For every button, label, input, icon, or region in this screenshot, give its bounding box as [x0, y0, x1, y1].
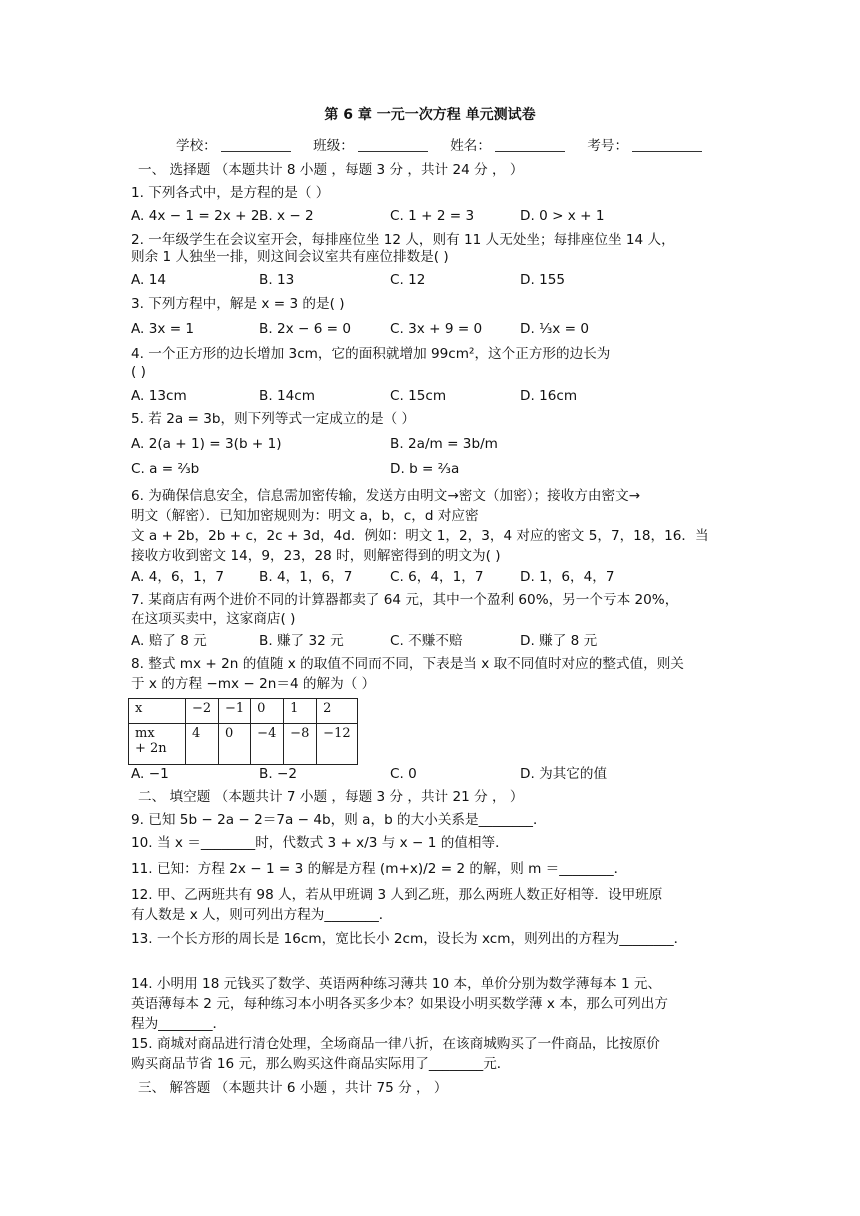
page-title: 第 6 章 一元一次方程 单元测试卷 [324, 107, 536, 123]
table-cell: −4 [251, 724, 284, 765]
table-cell: 0 [219, 724, 251, 765]
q4-option-d: D. 16cm [520, 388, 578, 404]
question-4-stem-line2: ( ) [131, 364, 146, 380]
q2-option-b: B. 13 [259, 272, 295, 288]
question-6-stem-line2: 明文（解密）．已知加密规则为：明文 a，b，c，d 对应密 [131, 508, 479, 524]
question-11: 11. 已知：方程 2x − 1 = 3 的解是方程 (m+x)/2 = 2 的解，则 m ＝________． [131, 861, 628, 877]
q7-option-b: B. 赚了 32 元 [259, 633, 344, 649]
q3-option-d: D. ⅓x = 0 [520, 321, 590, 337]
q3-option-c: C. 3x + 9 = 0 [390, 321, 483, 337]
table-cell: 4 [186, 724, 219, 765]
section-heading-fill: 二、 填空题 （本题共计 7 小题 ，每题 3 分 ，共计 21 分 ， ） [138, 789, 524, 805]
q8-option-a: A. −1 [131, 766, 169, 782]
school-blank[interactable] [221, 137, 291, 152]
table-cell: x [129, 699, 186, 724]
q8-option-c: C. 0 [390, 766, 417, 782]
school-label: 学校： [176, 138, 217, 154]
table-row [129, 724, 358, 765]
question-8-stem-line2: 于 x 的方程 −mx − 2n＝4 的解为（ ） [131, 676, 376, 692]
name-blank[interactable] [495, 137, 565, 152]
exam-no-blank[interactable] [632, 137, 702, 152]
question-8-stem-line1: 8. 整式 mx + 2n 的值随 x 的取值不同而不同，下表是当 x 取不同值时对应的整式值，则关 [131, 656, 684, 672]
table-row [129, 699, 358, 724]
student-info-line [176, 134, 720, 154]
question-7-stem-line2: 在这项买卖中，这家商店( ) [131, 611, 296, 627]
section-heading-answer: 三、 解答题 （本题共计 6 小题 ，共计 75 分 ， ） [138, 1080, 448, 1096]
table-cell: −2 [186, 699, 219, 724]
table-cell: −8 [284, 724, 317, 765]
q6-option-c: C. 6，4，1，7 [390, 569, 484, 585]
question-5-stem: 5. 若 2a = 3b，则下列等式一定成立的是（ ） [131, 411, 416, 427]
question-14-line3: 程为________． [131, 1016, 227, 1032]
q2-option-a: A. 14 [131, 272, 166, 288]
q2-option-c: C. 12 [390, 272, 426, 288]
q8-option-b: B. −2 [259, 766, 298, 782]
q7-option-a: A. 赔了 8 元 [131, 633, 207, 649]
question-12-line2: 有人数是 x 人，则可列出方程为________． [131, 907, 393, 923]
q7-option-d: D. 赚了 8 元 [520, 633, 598, 649]
q5-option-d: D. b = ⅔a [390, 461, 460, 477]
q6-option-a: A. 4，6，1，7 [131, 569, 225, 585]
question-6-stem-line1: 6. 为确保信息安全，信息需加密传输，发送方由明文→密文（加密）；接收方由密文→ [131, 488, 641, 504]
table-cell: 0 [251, 699, 284, 724]
q4-option-b: B. 14cm [259, 388, 315, 404]
q2-option-d: D. 155 [520, 272, 566, 288]
table-cell: −1 [219, 699, 251, 724]
q5-option-b: B. 2a/m = 3b/m [390, 436, 498, 452]
question-14-line2: 英语薄每本 2 元，每种练习本小明各买多少本？如果设小明买数学薄 x 本，那么可列出方 [131, 996, 668, 1012]
question-14-line1: 14. 小明用 18 元钱买了数学、英语两种练习薄共 10 本，单价分别为数学薄每本 1 元、 [131, 976, 662, 992]
q6-option-b: B. 4，1，6，7 [259, 569, 353, 585]
question-12-line1: 12. 甲、乙两班共有 98 人，若从甲班调 3 人到乙班，那么两班人数正好相等．设甲班原 [131, 887, 663, 903]
question-2-stem-line1: 2. 一年级学生在会议室开会，每排座位坐 12 人，则有 11 人无处坐；每排座位坐 14 人， [131, 232, 675, 248]
q1-option-c: C. 1 + 2 = 3 [390, 208, 475, 224]
q4-option-c: C. 15cm [390, 388, 447, 404]
q4-option-a: A. 13cm [131, 388, 187, 404]
q3-option-a: A. 3x = 1 [131, 321, 195, 337]
class-label: 班级： [313, 138, 354, 154]
q7-option-c: C. 不赚不赔 [390, 633, 463, 649]
q3-option-b: B. 2x − 6 = 0 [259, 321, 352, 337]
question-15-line1: 15. 商城对商品进行清仓处理，全场商品一律八折，在该商城购买了一件商品，比按原价 [131, 1036, 660, 1052]
q8-option-d: D. 为其它的值 [520, 766, 608, 782]
table-cell: 2 [317, 699, 357, 724]
q6-option-d: D. 1，6，4，7 [520, 569, 615, 585]
question-7-stem-line1: 7. 某商店有两个进价不同的计算器都卖了 64 元，其中一个盈利 60%，另一个亏本 20%， [131, 592, 679, 608]
q1-option-d: D. 0 > x + 1 [520, 208, 605, 224]
question-9: 9. 已知 5b − 2a − 2＝7a − 4b，则 a，b 的大小关系是________． [131, 812, 547, 828]
question-15-line2: 购买商品节省 16 元，那么购买这件商品实际用了________元． [131, 1056, 511, 1072]
q5-option-a: A. 2(a + 1) = 3(b + 1) [131, 436, 282, 452]
table-cell: 1 [284, 699, 317, 724]
q1-option-a: A. 4x − 1 = 2x + 2 [131, 208, 260, 224]
question-1-stem: 1. 下列各式中，是方程的是（ ） [131, 185, 330, 201]
table-cell: −12 [317, 724, 357, 765]
class-blank[interactable] [358, 137, 428, 152]
question-3-stem: 3. 下列方程中，解是 x = 3 的是( ) [131, 296, 345, 312]
exam-no-label: 考号： [587, 138, 629, 154]
question-10: 10. 当 x ＝________时，代数式 3 + x/3 与 x − 1 的值相等． [131, 835, 509, 851]
section-heading-choice: 一、 选择题 （本题共计 8 小题 ，每题 3 分 ，共计 24 分 ， ） [138, 162, 524, 178]
value-table [128, 698, 358, 765]
table-cell: mx + 2n [129, 724, 186, 765]
name-label: 姓名： [450, 138, 491, 154]
q1-option-b: B. x − 2 [259, 208, 314, 224]
q5-option-c: C. a = ⅔b [131, 461, 200, 477]
question-6-stem-line4: 接收方收到密文 14，9，23，28 时，则解密得到的明文为( ) [131, 548, 501, 564]
question-13: 13. 一个长方形的周长是 16cm，宽比长小 2cm，设长为 xcm，则列出的方程为________． [131, 931, 688, 947]
question-2-stem-line2: 则余 1 人独坐一排，则这间会议室共有座位排数是( ) [131, 249, 449, 265]
question-4-stem-line1: 4. 一个正方形的边长增加 3cm，它的面积就增加 99cm²，这个正方形的边长为 [131, 346, 611, 362]
question-6-stem-line3: 文 a + 2b，2b + c，2c + 3d，4d．例如：明文 1，2，3，4 对应的密文 5，7，18，16．当 [131, 528, 709, 544]
